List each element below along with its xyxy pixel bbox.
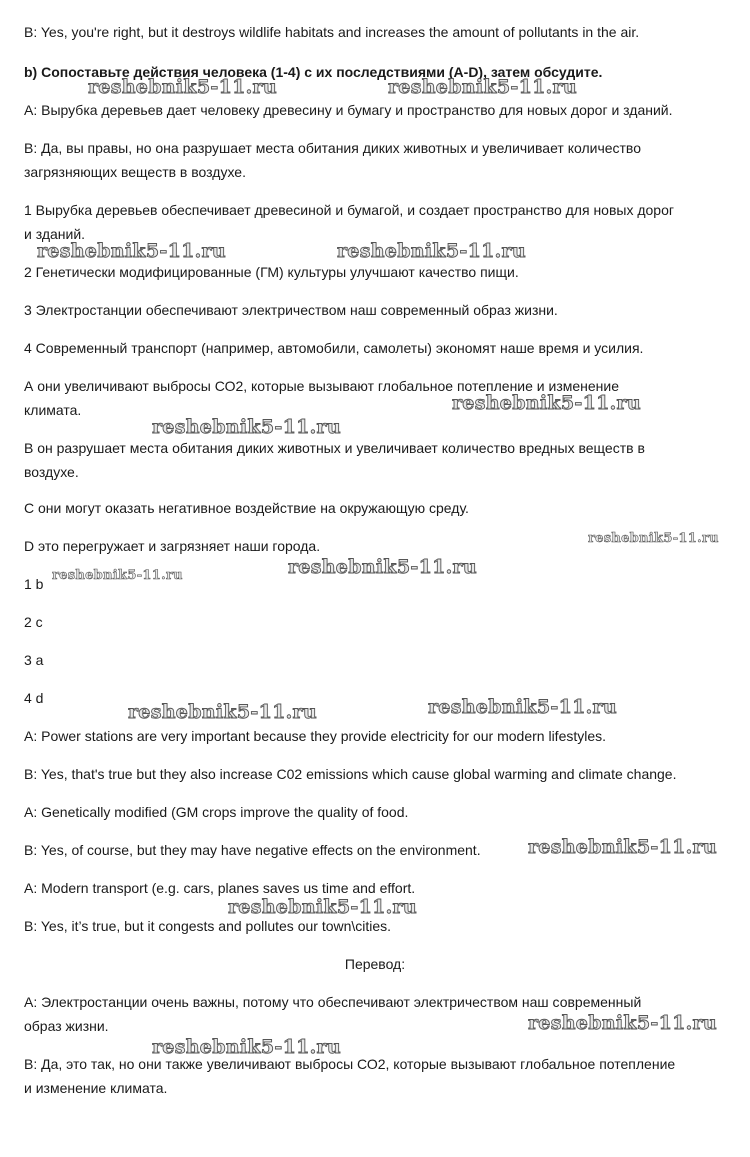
answer-item: 2 c: [24, 614, 43, 630]
consequence-item: D это перегружает и загрязняет наши города.: [24, 538, 321, 554]
consequence-item: воздухе.: [24, 464, 79, 480]
action-item: 4 Современный транспорт (например, автомобили, самолеты) экономят наше время и усилия.: [24, 340, 644, 356]
action-item: 2 Генетически модифицированные (ГМ) культуры улучшают качество пищи.: [24, 264, 519, 280]
action-item: 3 Электростанции обеспечивают электричеством наш современный образ жизни.: [24, 302, 558, 318]
watermark: reshebnik5-11.ru: [528, 836, 717, 858]
dialogue-line: A: Genetically modified (GM crops improve the quality of food.: [24, 804, 409, 820]
consequence-item: А они увеличивают выбросы СО2, которые вызывают глобальное потепление и изменение: [24, 378, 620, 394]
watermark: reshebnik5-11.ru: [337, 240, 526, 262]
translation-line: В: Да, это так, но они также увеличивают выбросы СО2, которые вызывают глобальное потепление: [24, 1056, 676, 1072]
watermark: reshebnik5-11.ru: [452, 392, 641, 414]
consequence-item: В он разрушает места обитания диких животных и увеличивает количество вредных веществ в: [24, 440, 645, 456]
watermark: reshebnik5-11.ru: [152, 416, 341, 438]
exercise-heading: b) Сопоставьте действия человека (1-4) с их последствиями (A-D), затем обсудите.: [24, 64, 603, 80]
answer-item: 1 b: [24, 576, 44, 592]
watermark: reshebnik5-11.ru: [152, 1036, 341, 1058]
watermark: reshebnik5-11.ru: [428, 696, 617, 718]
watermark: reshebnik5-11.ru: [228, 896, 417, 918]
answer-item: 3 a: [24, 652, 44, 668]
watermark: reshebnik5-11.ru: [288, 556, 477, 578]
watermark: reshebnik5-11.ru: [588, 531, 719, 546]
dialogue-line: В: Да, вы правы, но она разрушает места обитания диких животных и увеличивает количество: [24, 140, 641, 156]
watermark: reshebnik5-11.ru: [528, 1012, 717, 1034]
dialogue-line: B: Yes, of course, but they may have negative effects on the environment.: [24, 842, 481, 858]
dialogue-line: загрязняющих веществ в воздухе.: [24, 164, 246, 180]
dialogue-line: A: Power stations are very important because they provide electricity for our modern lifestyles.: [24, 728, 607, 744]
dialogue-line: B: Yes, you're right, but it destroys wildlife habitats and increases the amount of pollutants in the air.: [24, 24, 640, 40]
action-item: и зданий.: [24, 226, 86, 242]
answer-item: 4 d: [24, 690, 44, 706]
translation-heading: Перевод:: [344, 956, 406, 972]
action-item: 1 Вырубка деревьев обеспечивает древесиной и бумагой, и создает пространство для новых дорог: [24, 202, 674, 218]
watermark: reshebnik5-11.ru: [88, 76, 277, 98]
translation-line: А: Электростанции очень важны, потому что обеспечивают электричеством наш современный: [24, 994, 642, 1010]
watermark: reshebnik5-11.ru: [52, 568, 183, 583]
translation-line: образ жизни.: [24, 1018, 109, 1034]
watermark: reshebnik5-11.ru: [128, 701, 317, 723]
dialogue-line: B: Yes, it’s true, but it congests and pollutes our town\cities.: [24, 918, 392, 934]
dialogue-line: A: Modern transport (e.g. cars, planes saves us time and effort.: [24, 880, 416, 896]
dialogue-line: B: Yes, that's true but they also increase C02 emissions which cause global warming and climate change.: [24, 766, 677, 782]
dialogue-line: А: Вырубка деревьев дает человеку древесину и бумагу и пространство для новых дорог и зданий.: [24, 102, 673, 118]
consequence-item: С они могут оказать негативное воздействие на окружающую среду.: [24, 500, 469, 516]
translation-line: и изменение климата.: [24, 1080, 168, 1096]
watermark: reshebnik5-11.ru: [37, 240, 226, 262]
consequence-item: климата.: [24, 402, 82, 418]
watermark: reshebnik5-11.ru: [388, 76, 577, 98]
